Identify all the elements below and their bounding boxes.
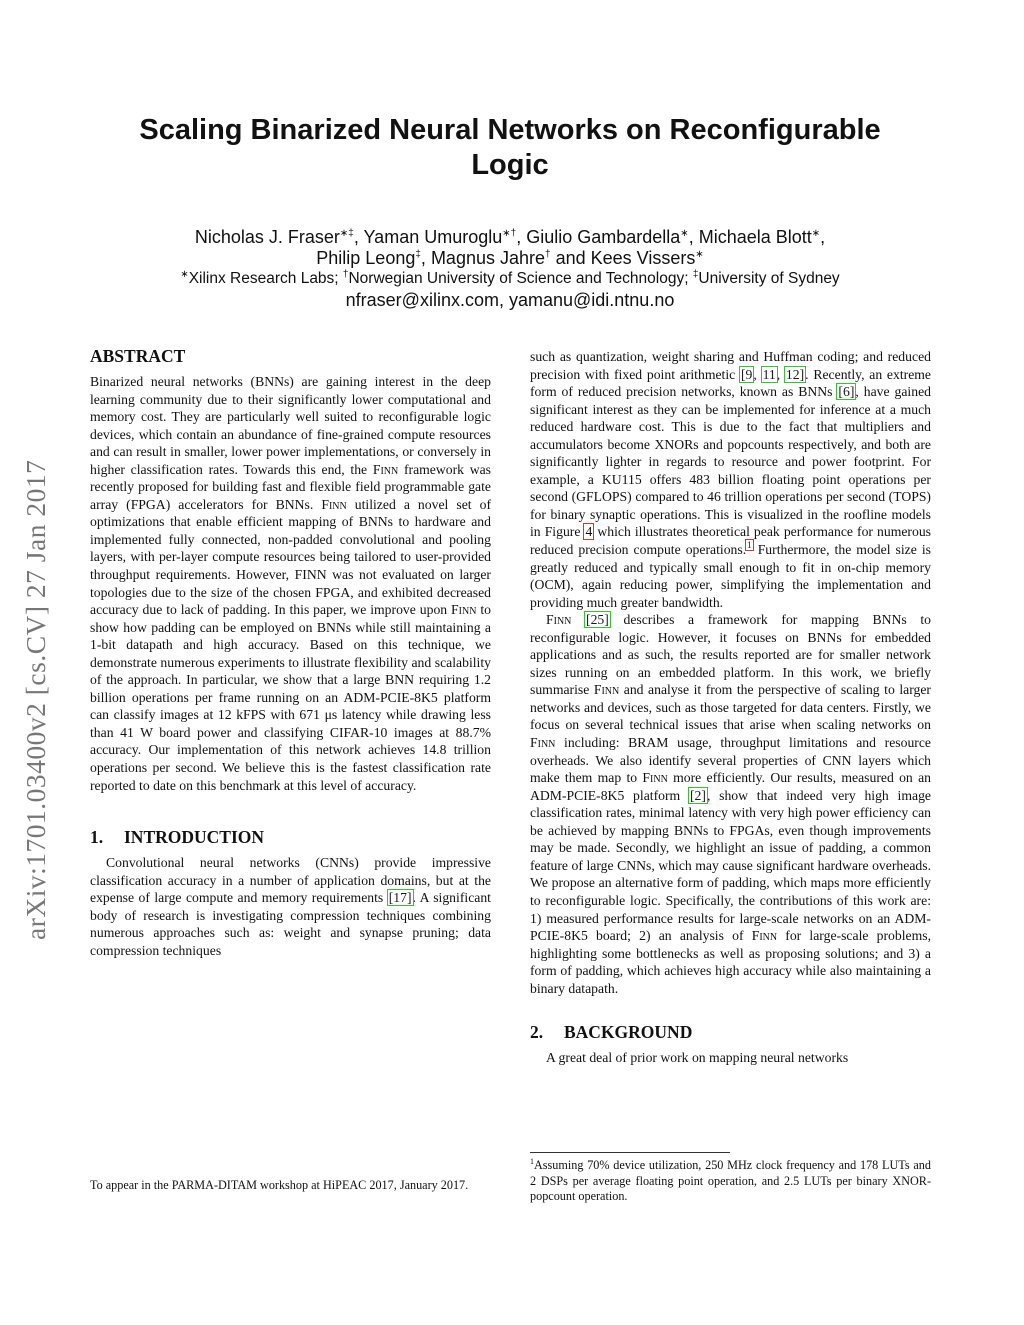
figure-link[interactable]: 4 <box>585 524 593 540</box>
text-run: for large-scale problems, highlighting some bottlenecks as well as proposing solutions; and 3) a form of padding, which achieves high accuracy while also maintaining a binary datapath. <box>530 928 931 996</box>
separator: , <box>688 227 699 247</box>
left-column <box>90 345 491 959</box>
text-run: . A significant body of research is investigating compression techniques combining numerous approaches such as: weight and synapse pruning; data compression techniques <box>90 890 491 958</box>
finn-name: Finn <box>530 735 556 751</box>
citation-link[interactable]: 11 <box>762 366 776 382</box>
affiliation-mark: ∗ <box>811 228 821 239</box>
affiliation-mark: ‡ <box>692 268 699 280</box>
separator: and <box>550 248 591 268</box>
background-heading <box>530 1021 931 1043</box>
affiliation-mark: † <box>342 268 349 280</box>
venue-note: To appear in the PARMA-DITAM workshop at HiPEAC 2017, January 2017. <box>90 1178 469 1192</box>
text-run: which illustrates theoretical peak performance for numerous reduced precision compute operations. <box>530 524 932 558</box>
text-run: , have gained significant interest as they can be implemented for inference at a much reduced hardware cost. This is due to the fact that multipliers and accumulators become XNORs and popcounts respectively, and both are significantly lighter in regards to resource and power footprint. For example, a KU115 offers 483 billion floating point operations per second (GFLOPS) compared to 46 trillion operations per second (TOPS) for binary synaptic operations. This is visualized in the roofline models in Figure <box>530 384 931 540</box>
affiliation-mark: ∗ <box>695 249 704 260</box>
text-run: including: BRAM usage, throughput limitations and resource overheads. We also identify several properties of CNN layers which make them map to <box>530 735 931 786</box>
text-run <box>571 612 585 627</box>
separator: , <box>353 227 364 247</box>
abstract-heading: ABSTRACT <box>90 346 186 366</box>
text-run: Furthermore, the model size is greatly reduced and typically small enough to fit in on-chip memory (OCM), again reducing power, simplifying the implementation and providing much greater bandwidth. <box>530 542 931 610</box>
citation-link[interactable]: [2] <box>689 787 706 803</box>
affiliation-mark: ∗‡ <box>339 228 354 239</box>
citation-link[interactable]: [25] <box>586 612 609 628</box>
section-title: BACKGROUND <box>564 1022 693 1043</box>
footnote-mark: 1 <box>530 1156 534 1166</box>
text-run: Convolutional neural networks (CNNs) provide impressive classification accuracy in a number of application domains, but at the expense of large compute and memory requirements <box>90 855 491 906</box>
affiliation: University of Sydney <box>698 270 840 287</box>
author-name: Magnus Jahre <box>430 248 546 268</box>
arxiv-identifier: arXiv:1701.03400v2 [cs.CV] 27 Jan 2017 <box>20 459 51 940</box>
paper-title: Scaling Binarized Neural Networks on Reconfigurable Logic <box>139 114 881 181</box>
footnote-text: Assuming 70% device utilization, 250 MHz clock frequency and 178 LUTs and 2 DSPs per average floating point operation, and 2.5 LUTs per binary XNOR-popcount operation. <box>530 1158 931 1203</box>
text-run: Binarized neural networks (BNNs) are gaining interest in the deep learning community due to their significantly lower computational and memory cost. They are particularly well suited to reconfigurable logic devices, which contain an abundance of fine-grained compute resources and can result in smaller, lower power implementations, or conversely in higher classification rates. Towards this end, the <box>90 374 491 477</box>
affiliation-mark: ∗† <box>502 228 517 239</box>
text-run: , <box>776 366 785 382</box>
author-name: Michaela Blott <box>698 227 812 247</box>
author-name: Philip Leong <box>316 248 416 268</box>
finn-name: Finn <box>751 928 778 944</box>
citation-link[interactable]: [6] <box>838 384 855 400</box>
affiliation: Norwegian University of Science and Technology; <box>348 270 693 287</box>
affiliation-mark: ∗ <box>180 268 189 280</box>
intro-paragraph-finn <box>530 611 931 997</box>
affiliation-mark: † <box>545 249 551 260</box>
separator: , <box>420 248 431 268</box>
section-title: INTRODUCTION <box>124 827 265 848</box>
footnote-1 <box>530 1158 931 1205</box>
intro-heading <box>90 826 491 848</box>
author-emails: nfraser@xilinx.com, yamanu@idi.ntnu.no <box>345 290 675 310</box>
affiliation-mark: ‡ <box>415 249 421 260</box>
intro-paragraph <box>90 854 491 959</box>
citation-link[interactable]: [9 <box>740 366 753 382</box>
text-run: such as quantization, weight sharing and Huffman coding; and reduced precision with fixed point arithmetic <box>530 349 931 382</box>
finn-name: Finn <box>593 682 620 698</box>
text-run: describes a framework for mapping BNNs to reconfigurable logic. However, it focuses on BNNs for embedded applications and as such, the results reported are for smaller network sizes running on an embedded platform. In this work, we briefly summarise <box>530 612 932 698</box>
text-run: utilized a novel set of optimizations that enable efficient mapping of BNNs to hardware and implemented fully connected, non-padded convolutional and pooling layers, with per-layer compute resources being tailored to user-provided throughput requirements. However, FINN was not evaluated on larger topologies due to the size of the chosen FPGA, and exhibited decreased accuracy due to lack of padding. In this paper, we improve upon <box>90 496 492 618</box>
affiliation: Xilinx Research Labs; <box>188 270 343 287</box>
finn-name: Finn <box>372 461 399 477</box>
finn-name: Finn <box>642 770 668 786</box>
author-line-2 <box>80 248 940 269</box>
finn-name: Finn <box>546 612 572 628</box>
separator: , <box>820 227 826 247</box>
text-run: and analyse it from the perspective of scaling to larger networks and devices, such as those targeted for data centers. Firstly, we focus on several technical issues that arise when scaling networks on <box>530 682 931 733</box>
footnote-rule <box>530 1152 730 1153</box>
author-name: Nicholas J. Fraser <box>194 227 340 247</box>
right-column <box>530 348 931 1067</box>
text-run: more efficiently. Our results, measured on an ADM-PCIE-8K5 platform <box>530 770 931 803</box>
footnote-link[interactable]: 1 <box>747 540 752 551</box>
affiliations <box>80 269 940 289</box>
affiliation-mark: ∗ <box>680 228 689 239</box>
author-block <box>80 227 940 311</box>
finn-name: Finn <box>321 496 347 512</box>
citation-link[interactable]: [17] <box>388 890 412 906</box>
section-number: 2. <box>530 1022 544 1043</box>
author-line-1 <box>80 227 940 248</box>
text-run: , show that indeed very high image classification rates, minimal latency with very high power efficiency can be achieved by mapping BNNs to FPGAs, even though improvements may be made. Secondly, we highlight an issue of padding, a common feature of large CNNs, which may cause significant hardware overheads. We propose an alternative form of padding, which maps more efficiently to reconfigurable logic. Specifically, the contributions of this work are: 1) measured performance results for large-scale networks on an ADM-PCIE-8K5 board; 2) an analysis of <box>530 787 931 944</box>
text-run: , <box>753 366 762 382</box>
section-number: 1. <box>90 827 104 848</box>
background-paragraph: A great deal of prior work on mapping neural networks <box>546 1050 849 1066</box>
abstract-text <box>90 373 491 794</box>
finn-name: Finn <box>451 602 477 618</box>
citation-link[interactable]: 12] <box>785 366 805 382</box>
author-name: Kees Vissers <box>590 248 696 268</box>
author-name: Giulio Gambardella <box>526 227 681 247</box>
text-run: . Recently, an extreme form of reduced precision networks, known as BNNs <box>530 366 932 400</box>
text-run: framework was recently proposed for building fast and flexible field programmable gate array (FPGA) accelerators for BNNs. <box>90 461 491 512</box>
intro-paragraph-continued <box>530 348 931 611</box>
author-name: Yaman Umuroglu <box>363 227 503 247</box>
text-run: to show how padding can be employed on BNNs while still maintaining a 1-bit datapath and high accuracy. Based on this technique, we demonstrate numerous experiments to illustrate flexibility and scalability of the approach. In particular, we show that a large BNN requiring 1.2 billion operations per frame running on an ADM-PCIE-8K5 platform can classify images at 12 kFPS with 671 μs latency while drawing less than 41 W board power and classifying CIFAR-10 images at 88.7% accuracy. Our implementation of this network achieves 14.8 trillion operations per second. We believe this is the fastest classification rate reported to date on this benchmark at this level of accuracy. <box>90 602 491 793</box>
separator: , <box>516 227 527 247</box>
